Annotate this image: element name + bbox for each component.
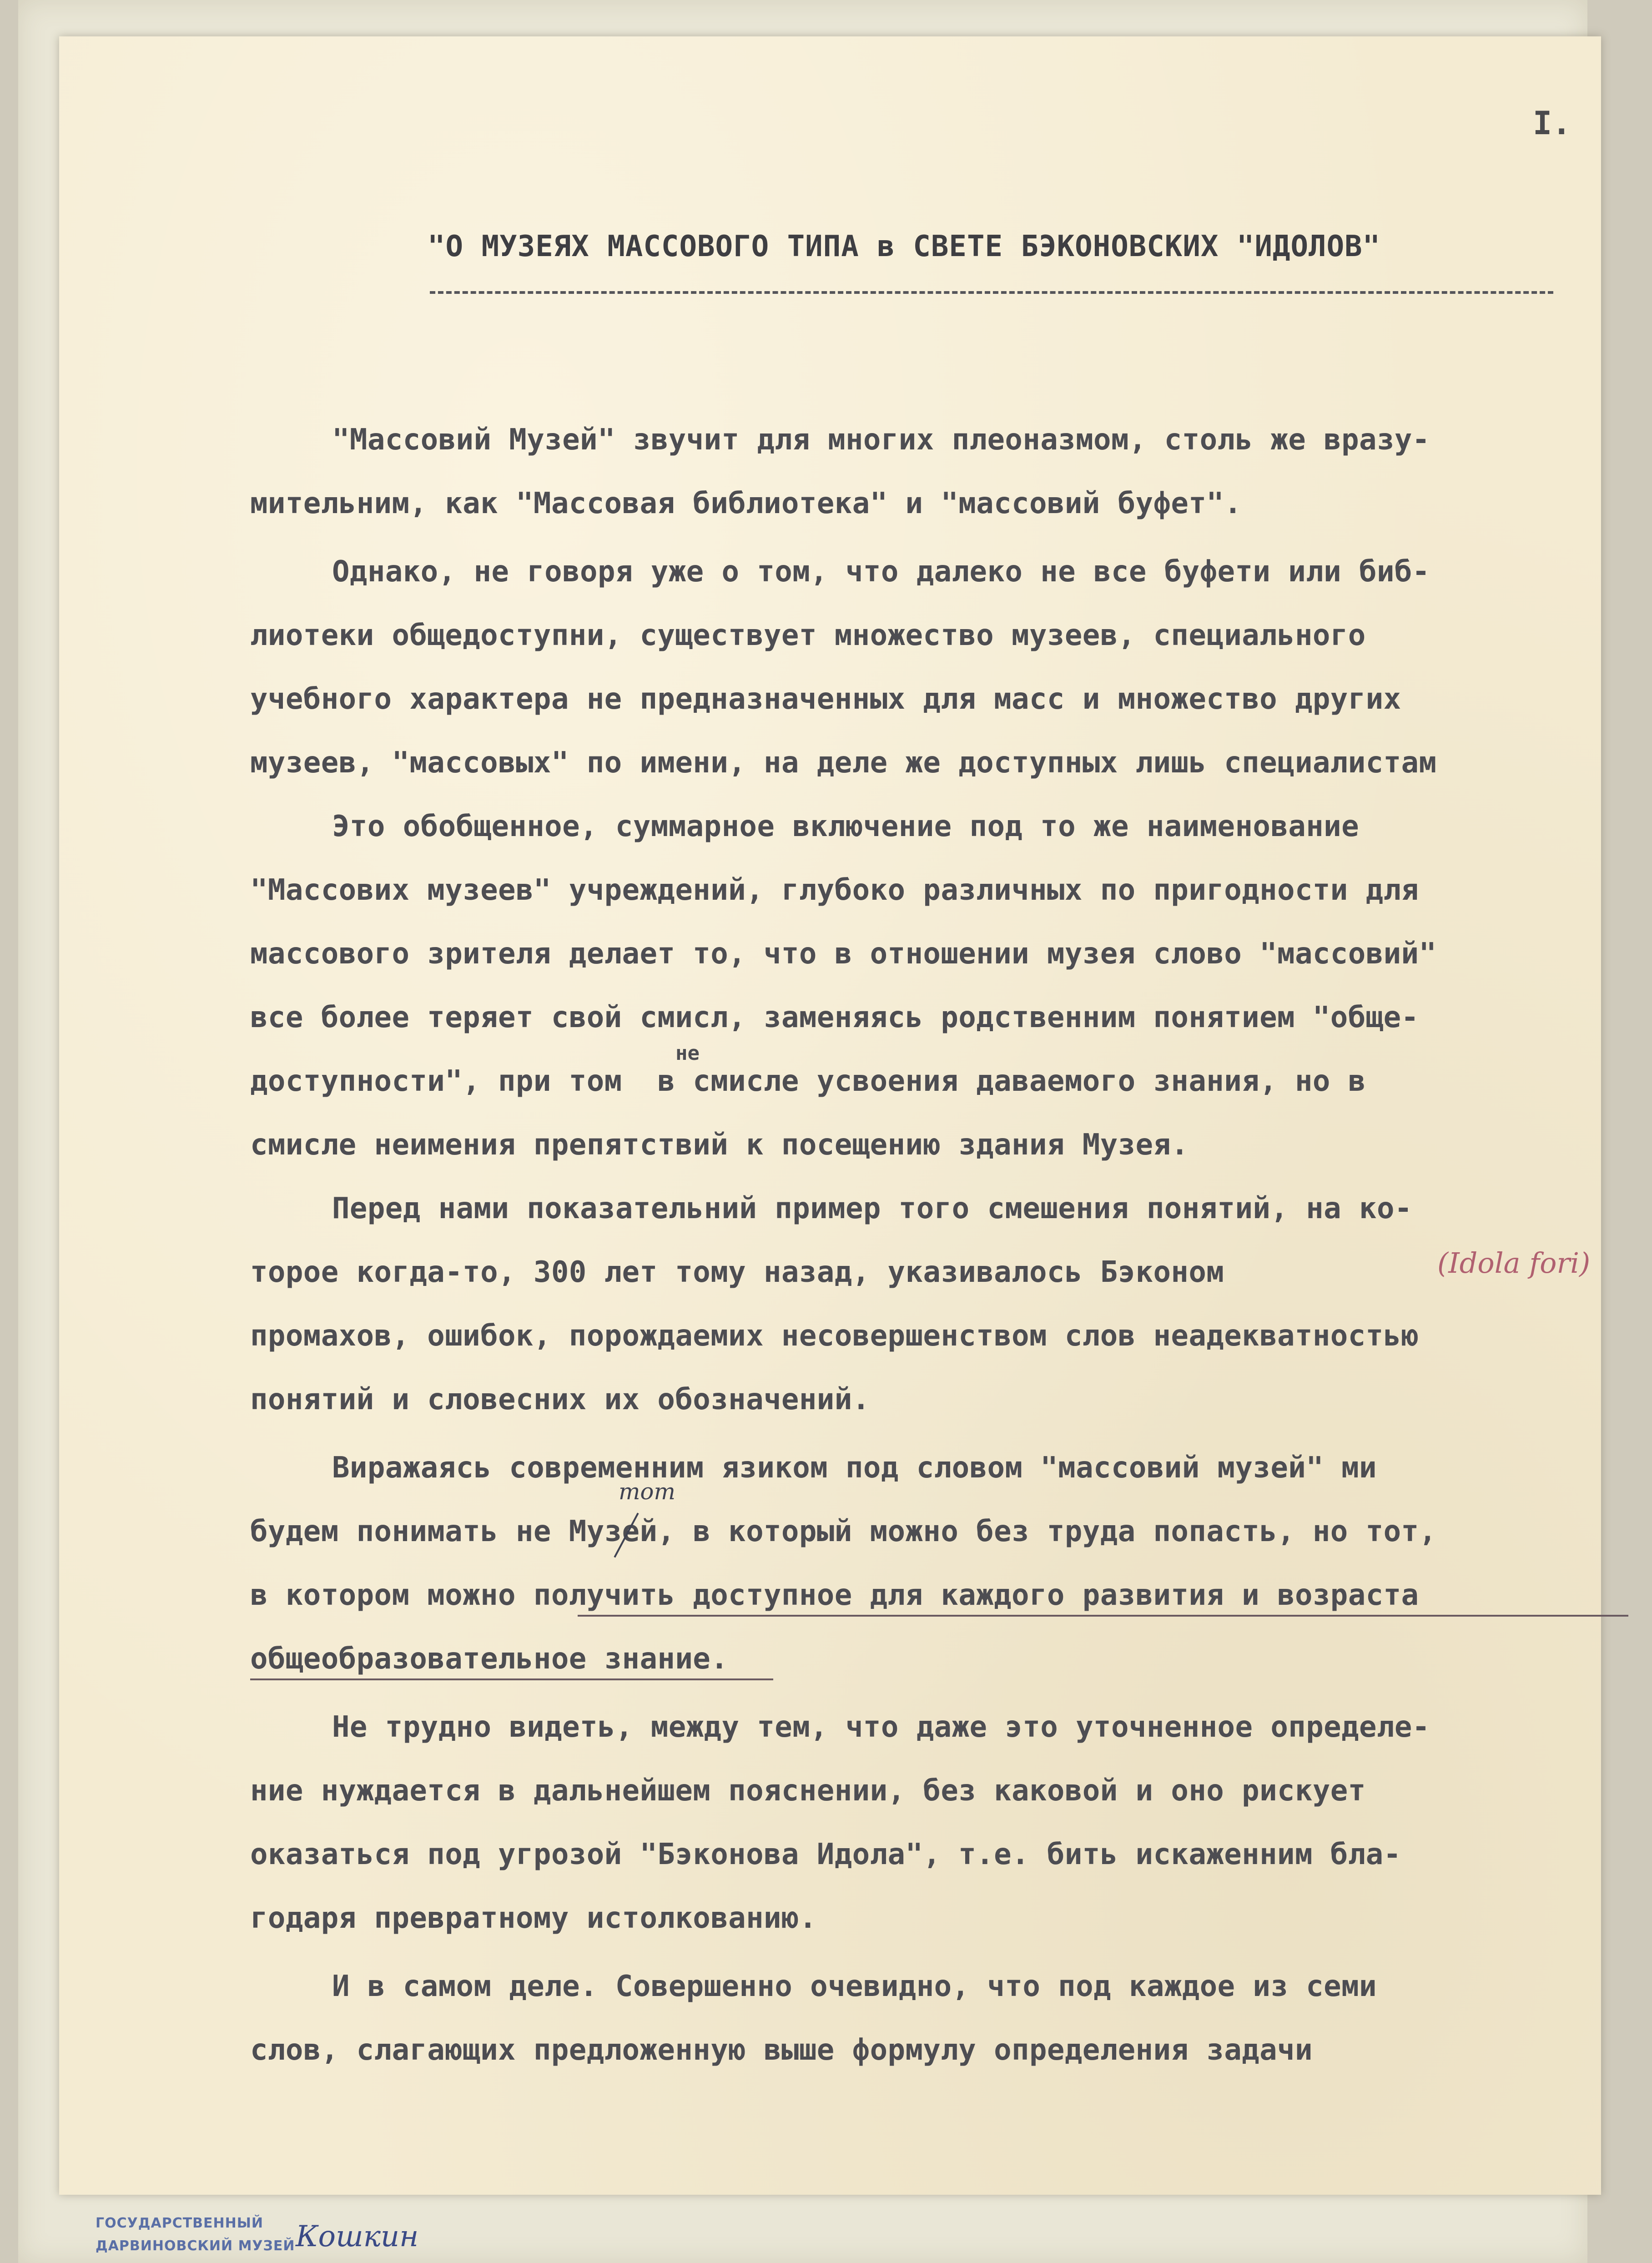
text-line: Не трудно видеть, между тем, что даже это уточненное определе- [332,1710,1430,1744]
text-line: Виражаясь современним язиком под словом "массовий музей" ми [332,1451,1377,1485]
emphasis-underline [578,1615,1628,1617]
handwritten-margin-note: (Idola fori) [1437,1246,1591,1280]
text-line: торое когда-то, 300 лет тому назад, указивалось Бэконом [250,1255,1224,1289]
stamp-text: ГОСУДАРСТВЕННЫЙ [96,2215,263,2231]
text-line: музеев, "массовых" по имени, на деле же доступных лишь специалистам [250,746,1437,780]
stamp-text: ДАРВИНОВСКИЙ МУЗЕЙ [96,2238,295,2254]
text-line: "Массовий Музей" звучит для многих плеоназмом, столь же вразу- [332,423,1430,457]
text-line: Это обобщенное, суммарное включение под то же наименование [332,810,1360,843]
text-line: все более теряет свой смисл, заменяясь родственним понятием "обще- [250,1001,1419,1034]
text-line: слов, слагающих предложенную выше формулу определения задачи [250,2033,1313,2067]
text-line: "Массових музеев" учреждений, глубоко различных по пригодности для [250,873,1419,907]
page-number: I. [1533,105,1571,142]
text-line: мительним, как "Массовая библиотека" и "массовий буфет". [250,487,1242,520]
text-line: будем понимать не Музей, в который можно без труда попасть, но тот, [250,1515,1437,1548]
document-page [59,36,1601,2195]
signature: Кошкин [296,2220,419,2253]
text-line: учебного характера не предназначенных для масс и множество других [250,682,1401,716]
document-title: "О МУЗЕЯХ МАССОВОГО ТИПА в СВЕТЕ БЭКОНОВСКИХ "ИДОЛОВ" [428,230,1381,263]
typed-insertion-ne: не [675,1042,700,1065]
text-line: лиотеки общедоступни, существует множество музеев, специального [250,619,1366,652]
text-line: промахов, ошибок, порождаемих несовершенством слов неадекватностью [250,1319,1419,1353]
text-line: смисле неимения препятствий к посещению здания Музея. [250,1128,1189,1162]
text-line: в котором можно получить доступное для каждого развития и возраста [250,1578,1419,1612]
text-line: оказаться под угрозой "Бэконова Идола", т.е. бить искаженним бла- [250,1838,1401,1871]
text-line: Перед нами показательний пример того смешения понятий, на ко- [332,1192,1412,1225]
text-line: доступности", при том в смисле усвоения даваемого знания, но в [250,1064,1366,1098]
handwritten-insertion-tot: тот [619,1478,675,1505]
text-line: ние нуждается в дальнейшем пояснении, без каковой и оно рискует [250,1774,1366,1808]
text-line: годаря превратному истолкованию. [250,1901,817,1935]
text-line: понятий и словесних их обозначений. [250,1383,870,1416]
text-line: Однако, не говоря уже о том, что далеко не все буфети или биб- [332,555,1430,589]
title-underline [430,291,1553,294]
text-line: общеобразовательное знание. [250,1642,729,1676]
text-line: И в самом деле. Совершенно очевидно, что под каждое из семи [332,1970,1377,2003]
text-line: массового зрителя делает то, что в отношении музея слово "массовий" [250,937,1437,971]
emphasis-underline [250,1678,773,1680]
